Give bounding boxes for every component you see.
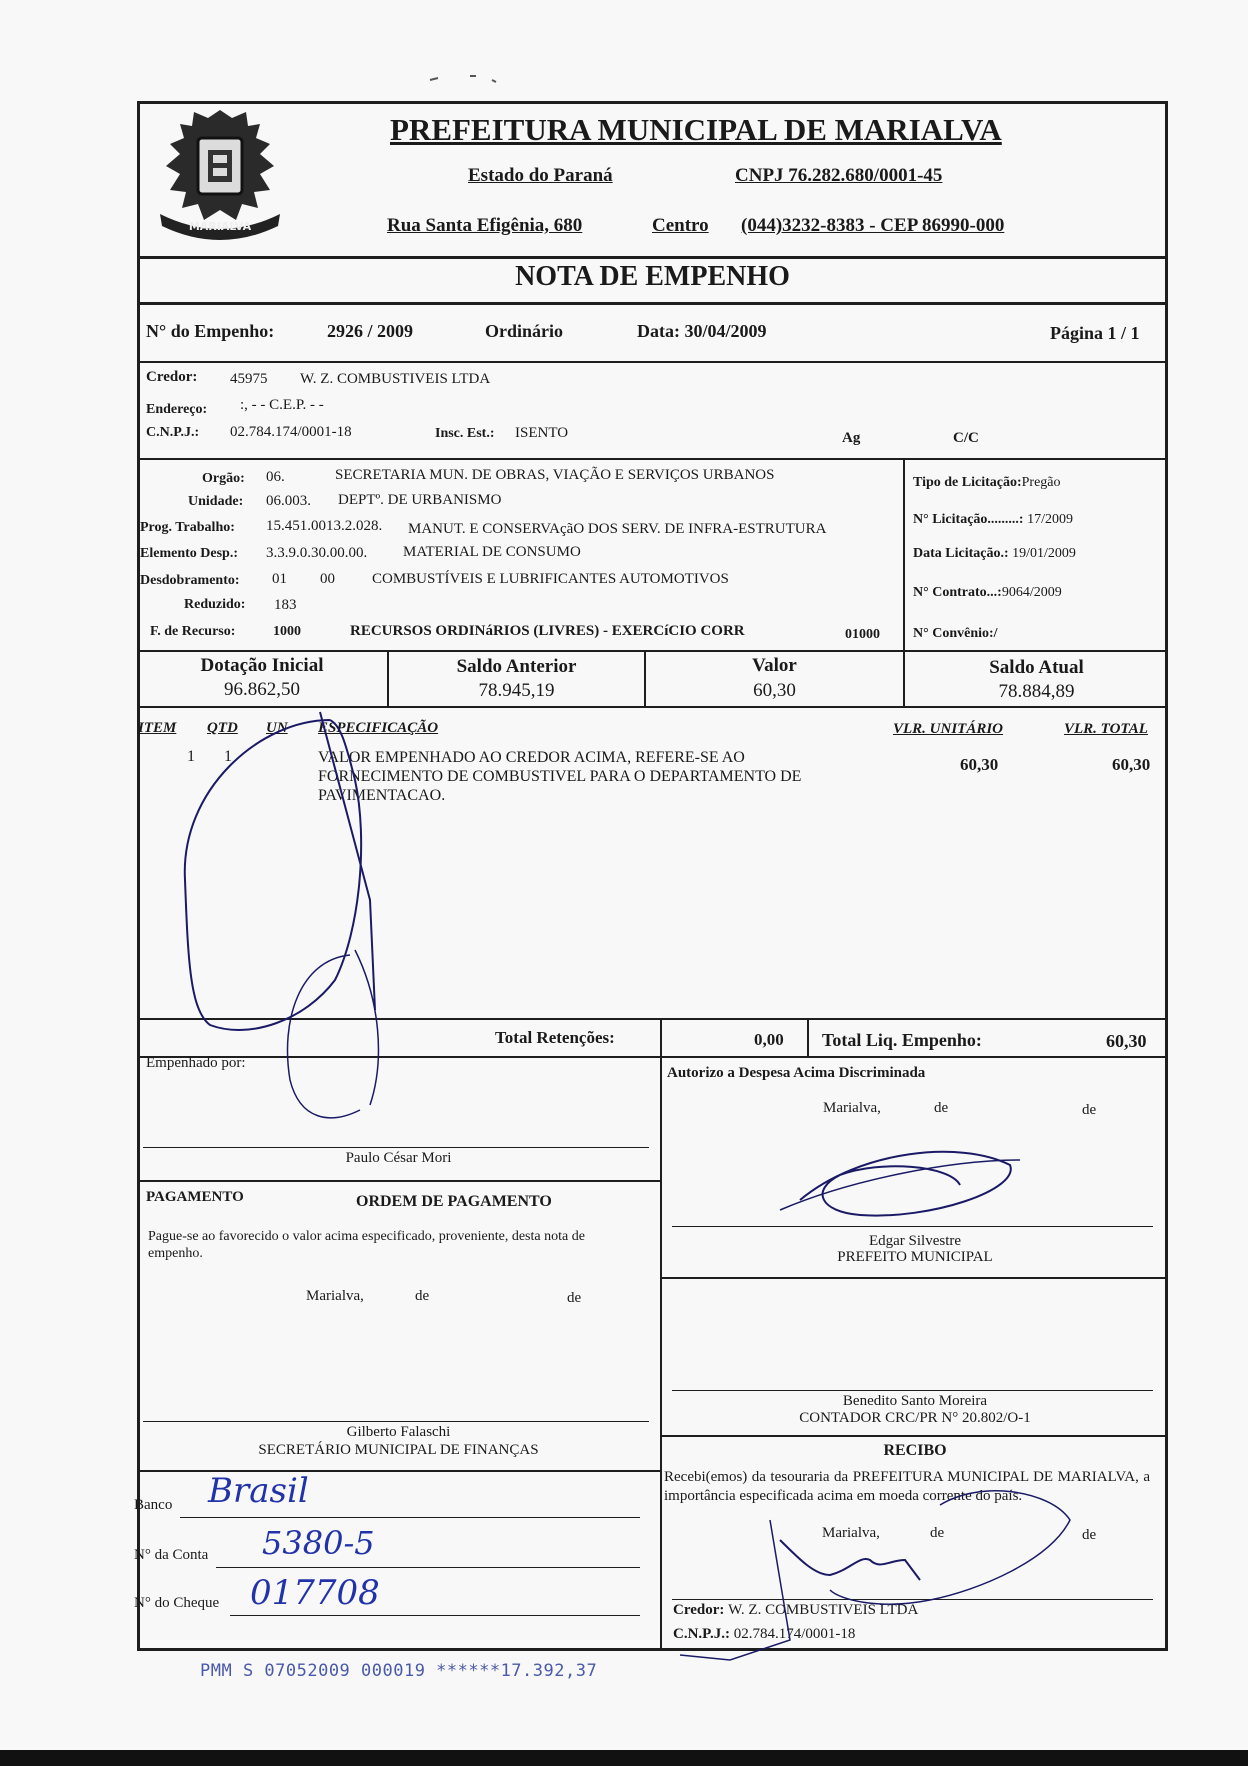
valor-value: 60,30 bbox=[753, 680, 796, 701]
street-address: Rua Santa Efigênia, 680 bbox=[387, 215, 583, 236]
empenho-type: Ordinário bbox=[485, 321, 564, 341]
credor-name: W. Z. COMBUSTIVEIS LTDA bbox=[300, 371, 491, 387]
district-label: Centro bbox=[652, 215, 709, 236]
recurso-code: 1000 bbox=[273, 624, 301, 639]
recibo-credor-value: W. Z. COMBUSTIVEIS LTDA bbox=[728, 1602, 919, 1618]
ordem-pagamento-label: ORDEM DE PAGAMENTO bbox=[356, 1193, 552, 1210]
conta-label: N° da Conta bbox=[134, 1547, 209, 1563]
credor-code: 45975 bbox=[230, 371, 268, 387]
col-item: ITEM bbox=[138, 720, 177, 736]
item-number: 1 bbox=[187, 748, 195, 765]
secretario-name: Gilberto Falaschi bbox=[346, 1424, 451, 1440]
state-label: Estado do Paraná bbox=[468, 165, 613, 186]
unidade-code: 06.003. bbox=[266, 493, 311, 509]
saldo-atual-label: Saldo Atual bbox=[989, 657, 1084, 678]
municipality-title: PREFEITURA MUNICIPAL DE MARIALVA bbox=[390, 112, 1002, 147]
conta-value: 5380-5 bbox=[262, 1524, 375, 1562]
desdobramento-label: Desdobramento: bbox=[140, 573, 240, 588]
desdobramento-code2: 00 bbox=[320, 571, 335, 587]
ag-label: Ag bbox=[842, 430, 861, 446]
empenhado-label: Empenhado por: bbox=[146, 1055, 246, 1071]
autorizo-label: Autorizo a Despesa Acima Discriminada bbox=[667, 1065, 926, 1081]
convenio-label: N° Convênio:/ bbox=[913, 626, 998, 641]
cheque-value: 017708 bbox=[250, 1573, 380, 1613]
item-spec-line2: FORNECIMENTO DE COMBUSTIVEL PARA O DEPARTAMENTO DE bbox=[318, 768, 802, 785]
dotacao-value: 96.862,50 bbox=[224, 679, 300, 700]
credor-cnpj-label: C.N.P.J.: bbox=[146, 425, 200, 440]
empenho-number-label: N° do Empenho: bbox=[146, 321, 275, 341]
secretario-role: SECRETÁRIO MUNICIPAL DE FINANÇAS bbox=[258, 1442, 539, 1458]
recibo-cnpj-label: C.N.P.J.: bbox=[673, 1626, 730, 1642]
dotacao-label: Dotação Inicial bbox=[200, 655, 324, 676]
licitacao-tipo-label: Tipo de Licitação: bbox=[913, 475, 1022, 490]
cheque-label: N° do Cheque bbox=[134, 1595, 220, 1611]
autorizo-de1: de bbox=[934, 1100, 949, 1116]
reduzido-value: 183 bbox=[274, 597, 297, 613]
address-label: Endereço: bbox=[146, 402, 208, 417]
coat-of-arms-icon bbox=[150, 104, 290, 254]
unidade-desc: DEPTº. DE URBANISMO bbox=[338, 492, 502, 508]
payment-stamp: PMM S 07052009 000019 ******17.392,37 bbox=[200, 1661, 598, 1681]
col-especificacao: ESPECIFICAÇÃO bbox=[318, 720, 439, 736]
document-title: NOTA DE EMPENHO bbox=[515, 261, 790, 292]
prog-trabalho-code: 15.451.0013.2.028. bbox=[266, 518, 383, 534]
desdobramento-desc: COMBUSTÍVEIS E LUBRIFICANTES AUTOMOTIVOS bbox=[372, 571, 729, 587]
recibo-de2: de bbox=[1082, 1527, 1097, 1543]
col-vlr-unitario: VLR. UNITÁRIO bbox=[893, 721, 1004, 737]
recibo-title: RECIBO bbox=[883, 1442, 947, 1459]
item-unit-value: 60,30 bbox=[960, 755, 999, 774]
licitacao-num-label: N° Licitação.........: bbox=[913, 512, 1024, 527]
item-qtd: 1 bbox=[224, 748, 232, 765]
prefeito-role: PREFEITO MUNICIPAL bbox=[837, 1249, 993, 1265]
page-number: Página 1 / 1 bbox=[1050, 323, 1140, 343]
col-un: UN bbox=[266, 720, 288, 736]
phone-cep: (044)3232-8383 - CEP 86990-000 bbox=[741, 215, 1005, 236]
orgao-label: Orgão: bbox=[202, 471, 245, 486]
cc-label: C/C bbox=[953, 430, 979, 446]
orgao-code: 06. bbox=[266, 469, 285, 485]
prog-trabalho-desc: MANUT. E CONSERVAçãO DOS SERV. DE INFRA-ESTRUTURA bbox=[408, 521, 827, 537]
licitacao-data-label: Data Licitação.: bbox=[913, 546, 1009, 561]
recibo-text: Recebi(emos) da tesouraria da PREFEITURA MUNICIPAL DE MARIALVA, a importância especificada acima em moeda corrente do país. bbox=[664, 1469, 1150, 1504]
valor-label: Valor bbox=[752, 655, 797, 676]
elemento-desc: MATERIAL DE CONSUMO bbox=[403, 544, 581, 560]
total-liq-label: Total Liq. Empenho: bbox=[822, 1030, 982, 1050]
contrato-value: 9064/2009 bbox=[1001, 585, 1062, 600]
orgao-desc: SECRETARIA MUN. DE OBRAS, VIAÇÃO E SERVIÇOS URBANOS bbox=[335, 467, 775, 483]
autorizo-de2: de bbox=[1082, 1102, 1097, 1118]
empenhado-name: Paulo César Mori bbox=[345, 1150, 452, 1166]
saldo-atual-value: 78.884,89 bbox=[998, 681, 1075, 702]
item-total-value: 60,30 bbox=[1112, 755, 1151, 774]
autorizo-city: Marialva, bbox=[823, 1100, 881, 1116]
pagamento-label: PAGAMENTO bbox=[146, 1189, 244, 1205]
item-spec-line3: PAVIMENTACAO. bbox=[318, 787, 446, 804]
licitacao-data-value: 19/01/2009 bbox=[1012, 546, 1076, 561]
credor-label: Credor: bbox=[146, 369, 198, 385]
licitacao-num-value: 17/2009 bbox=[1027, 512, 1073, 527]
empenho-date: Data: 30/04/2009 bbox=[637, 321, 767, 341]
col-vlr-total: VLR. TOTAL bbox=[1064, 721, 1148, 737]
recibo-de1: de bbox=[930, 1525, 945, 1541]
prog-trabalho-label: Prog. Trabalho: bbox=[140, 520, 235, 535]
total-retencoes-value: 0,00 bbox=[754, 1030, 784, 1049]
recurso-label: F. de Recurso: bbox=[150, 624, 236, 639]
saldo-anterior-value: 78.945,19 bbox=[478, 680, 555, 701]
scan-edge bbox=[0, 1750, 1248, 1766]
contador-name: Benedito Santo Moreira bbox=[842, 1393, 988, 1409]
credor-cnpj-value: 02.784.174/0001-18 bbox=[230, 424, 352, 440]
desdobramento-code1: 01 bbox=[272, 571, 287, 587]
pagamento-de2: de bbox=[567, 1290, 582, 1306]
reduzido-label: Reduzido: bbox=[184, 597, 246, 612]
banco-label: Banco bbox=[134, 1497, 173, 1513]
contrato-label: N° Contrato...: bbox=[913, 585, 1002, 600]
banco-value: Brasil bbox=[208, 1471, 309, 1511]
recibo-cnpj-value: 02.784.174/0001-18 bbox=[733, 1626, 856, 1642]
pagamento-de1: de bbox=[415, 1288, 430, 1304]
contador-role: CONTADOR CRC/PR N° 20.802/O-1 bbox=[799, 1410, 1031, 1426]
item-spec-line1: VALOR EMPENHADO AO CREDOR ACIMA, REFERE-SE AO bbox=[318, 749, 745, 766]
recurso-desc: RECURSOS ORDINáRIOS (LIVRES) - EXERCíCIO CORR bbox=[350, 623, 745, 639]
insc-est-label: Insc. Est.: bbox=[435, 426, 495, 441]
recibo-credor-label: Credor: bbox=[673, 1602, 725, 1618]
saldo-anterior-label: Saldo Anterior bbox=[456, 656, 577, 677]
col-qtd: QTD bbox=[207, 720, 238, 736]
prefeito-name: Edgar Silvestre bbox=[868, 1233, 962, 1249]
elemento-code: 3.3.9.0.30.00.00. bbox=[266, 545, 368, 561]
empenho-number: 2926 / 2009 bbox=[327, 321, 414, 341]
total-liq-value: 60,30 bbox=[1106, 1031, 1147, 1051]
address-value: :, - - C.E.P. - - bbox=[240, 397, 324, 413]
recurso-code2: 01000 bbox=[845, 627, 880, 642]
licitacao-tipo-value: Pregão bbox=[1021, 475, 1061, 490]
total-retencoes-label: Total Retenções: bbox=[495, 1028, 615, 1047]
recibo-city: Marialva, bbox=[822, 1525, 880, 1541]
pagamento-city: Marialva, bbox=[306, 1288, 364, 1304]
unidade-label: Unidade: bbox=[188, 494, 244, 509]
elemento-label: Elemento Desp.: bbox=[140, 546, 238, 561]
insc-est-value: ISENTO bbox=[515, 425, 569, 441]
crest-text: MARIALVA bbox=[188, 220, 252, 233]
cnpj-header: CNPJ 76.282.680/0001-45 bbox=[735, 165, 943, 186]
pagamento-text: Pague-se ao favorecido o valor acima especificado, proveniente, desta nota de empenho. bbox=[148, 1229, 585, 1261]
